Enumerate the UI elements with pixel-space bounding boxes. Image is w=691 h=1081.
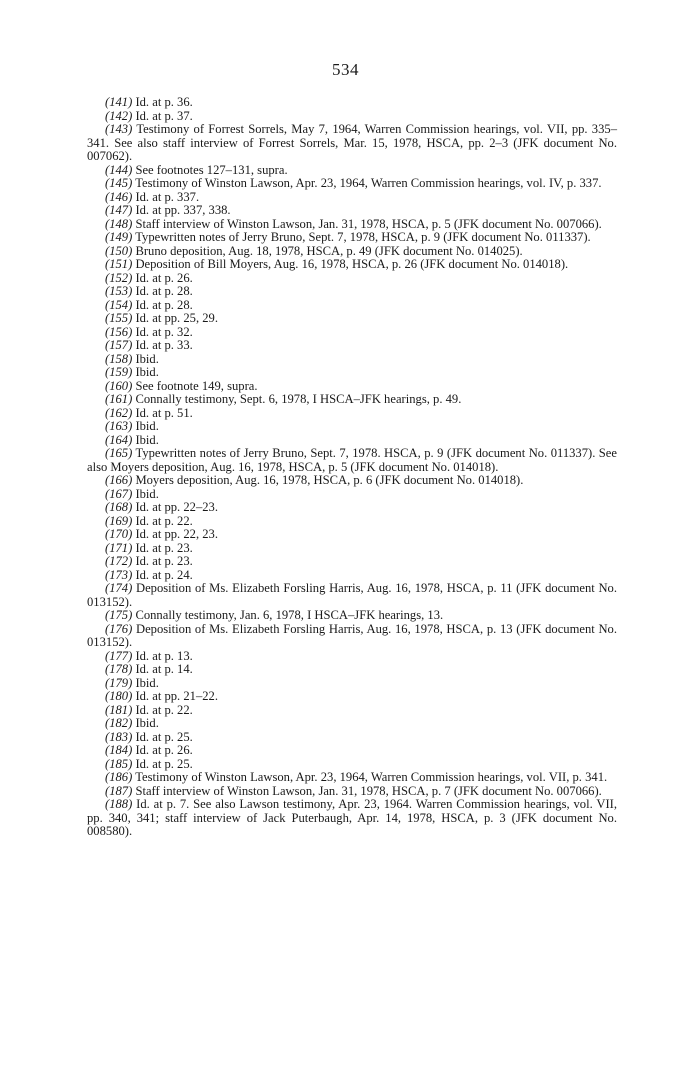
- footnote: [87, 285, 617, 299]
- footnote-number: (164): [105, 432, 133, 447]
- footnote-text: Id. at p. 7. See also Lawson testimony, Apr. 23, 1964. Warren Commission hearings, vol. VII, pp. 340, 341; staff interview of Jack Puterbaugh, Apr. 14, 1978, HSCA, p. 3 (JFK document No. 008580).: [87, 797, 617, 838]
- footnote: [87, 204, 617, 218]
- footnote-text: Ibid.: [135, 486, 159, 501]
- footnote: [87, 231, 617, 245]
- footnote-text: Id. at p. 28.: [135, 284, 193, 298]
- footnote-number: (165): [105, 446, 133, 460]
- footnote: [87, 96, 617, 110]
- footnote-number: (159): [105, 365, 133, 379]
- footnote-text: Ibid.: [135, 432, 159, 447]
- footnote-number: (174): [105, 581, 133, 595]
- footnote: [87, 744, 617, 758]
- footnote-text: Id. at p. 37.: [135, 108, 193, 123]
- footnote-text: Id. at p. 13.: [135, 648, 193, 663]
- footnote: [87, 110, 617, 124]
- footnote-text: Id. at p. 26.: [135, 743, 193, 757]
- footnote: [87, 582, 617, 609]
- footnote-number: (184): [105, 743, 133, 757]
- footnote-number: (186): [105, 770, 133, 784]
- footnote-text: Id. at p. 28.: [135, 297, 193, 312]
- footnote-number: (162): [105, 405, 133, 420]
- footnote: [87, 771, 617, 785]
- footnote-number: (141): [105, 95, 133, 109]
- footnote-text: Deposition of Ms. Elizabeth Forsling Harris, Aug. 16, 1978, HSCA, p. 13 (JFK document No. 013152).: [87, 621, 617, 649]
- footnote: [87, 623, 617, 650]
- footnote-text: Id. at p. 26.: [135, 270, 193, 285]
- footnote: [87, 663, 617, 677]
- footnote: [87, 164, 617, 178]
- footnote-text: Id. at pp. 22, 23.: [135, 527, 218, 541]
- footnote-number: (146): [105, 189, 133, 204]
- footnote-number: (143): [105, 122, 133, 136]
- footnote: [87, 245, 617, 259]
- footnote: [87, 218, 617, 232]
- footnote: [87, 177, 617, 191]
- footnote-text: Deposition of Ms. Elizabeth Forsling Harris, Aug. 16, 1978, HSCA, p. 11 (JFK document No. 013152).: [87, 581, 617, 609]
- footnote-text: Testimony of Winston Lawson, Apr. 23, 1964, Warren Commission hearings, vol. VII, p. 341.: [135, 770, 608, 784]
- footnote-number: (152): [105, 270, 133, 285]
- footnote: [87, 258, 617, 272]
- footnote: [87, 434, 617, 448]
- footnote-number: (149): [105, 230, 133, 244]
- footnote: [87, 555, 617, 569]
- footnote-number: (176): [105, 621, 133, 636]
- footnote-text: Staff interview of Winston Lawson, Jan. 31, 1978, HSCA, p. 5 (JFK document No. 007066).: [135, 216, 602, 231]
- footnote-text: Id. at pp. 337, 338.: [135, 203, 231, 217]
- footnote: [87, 717, 617, 731]
- footnote-number: (167): [105, 486, 133, 501]
- footnote-number: (169): [105, 513, 133, 528]
- footnote-number: (175): [105, 608, 133, 622]
- footnote-number: (147): [105, 203, 133, 217]
- footnote: [87, 758, 617, 772]
- footnote-text: Id. at p. 51.: [135, 405, 193, 420]
- footnote-list: [87, 96, 617, 839]
- footnote: [87, 123, 617, 164]
- footnote-number: (188): [105, 797, 133, 811]
- footnote-text: Id. at p. 22.: [135, 513, 193, 528]
- footnote-text: Id. at pp. 22–23.: [135, 500, 218, 514]
- footnote: [87, 785, 617, 799]
- footnote-number: (171): [105, 540, 133, 555]
- footnote-number: (158): [105, 351, 133, 366]
- footnote-text: Id. at p. 25.: [135, 729, 193, 744]
- footnote-number: (177): [105, 648, 133, 663]
- footnote-text: Ibid.: [135, 365, 159, 379]
- footnote-text: Ibid.: [135, 675, 159, 690]
- footnote: [87, 393, 617, 407]
- footnote-text: Typewritten notes of Jerry Bruno, Sept. 7, 1978. HSCA, p. 9 (JFK document No. 011337). See also Moyers deposition, Aug. 16, 1978, HSCA, p. 5 (JFK document No. 014018).: [87, 446, 617, 474]
- footnote-number: (157): [105, 338, 133, 352]
- footnote: [87, 407, 617, 421]
- footnote-number: (160): [105, 378, 133, 393]
- footnote: [87, 447, 617, 474]
- footnote: [87, 380, 617, 394]
- footnote-text: Id. at p. 14.: [135, 662, 193, 676]
- footnote-number: (185): [105, 756, 133, 771]
- footnote-text: Ibid.: [135, 419, 159, 433]
- footnote-text: Id. at p. 22.: [135, 702, 193, 717]
- footnote: [87, 299, 617, 313]
- footnote-text: Id. at p. 23.: [135, 540, 193, 555]
- footnote: [87, 798, 617, 839]
- footnote-number: (163): [105, 419, 133, 433]
- footnote: [87, 474, 617, 488]
- footnote-number: (144): [105, 162, 133, 177]
- footnote: [87, 312, 617, 326]
- footnote-text: Moyers deposition, Aug. 16, 1978, HSCA, p. 6 (JFK document No. 014018).: [135, 473, 524, 487]
- footnote: [87, 542, 617, 556]
- footnote-number: (151): [105, 257, 133, 271]
- footnote-text: Id. at pp. 21–22.: [135, 689, 218, 703]
- footnote-text: Deposition of Bill Moyers, Aug. 16, 1978, HSCA, p. 26 (JFK document No. 014018).: [135, 257, 569, 271]
- footnote-number: (148): [105, 216, 133, 231]
- footnote-number: (150): [105, 243, 133, 258]
- footnote-number: (180): [105, 689, 133, 703]
- footnote: [87, 366, 617, 380]
- footnote: [87, 488, 617, 502]
- footnote-text: See footnotes 127–131, supra.: [135, 162, 288, 177]
- footnote: [87, 690, 617, 704]
- footnote-text: Connally testimony, Sept. 6, 1978, I HSCA–JFK hearings, p. 49.: [135, 392, 462, 406]
- footnote-number: (182): [105, 716, 133, 730]
- footnote: [87, 191, 617, 205]
- footnote: [87, 731, 617, 745]
- footnote-text: Ibid.: [135, 351, 159, 366]
- footnote: [87, 420, 617, 434]
- footnote: [87, 569, 617, 583]
- footnote-text: Id. at p. 25.: [135, 756, 193, 771]
- footnote-text: Staff interview of Winston Lawson, Jan. 31, 1978, HSCA, p. 7 (JFK document No. 007066).: [135, 783, 602, 798]
- footnote-text: Ibid.: [135, 716, 159, 730]
- footnote-text: Id. at p. 24.: [135, 567, 193, 582]
- footnote-text: Id. at p. 23.: [135, 554, 193, 568]
- footnote: [87, 501, 617, 515]
- footnote: [87, 609, 617, 623]
- footnote-text: See footnote 149, supra.: [135, 378, 258, 393]
- footnote-number: (161): [105, 392, 133, 406]
- footnote-number: (145): [105, 176, 133, 190]
- footnote-number: (173): [105, 567, 133, 582]
- footnote-number: (178): [105, 662, 133, 676]
- footnote-text: Id. at pp. 25, 29.: [135, 311, 218, 325]
- footnote-number: (187): [105, 783, 133, 798]
- footnote: [87, 326, 617, 340]
- footnote-number: (155): [105, 311, 133, 325]
- footnote: [87, 677, 617, 691]
- footnote-number: (181): [105, 702, 133, 717]
- footnote: [87, 339, 617, 353]
- footnote-number: (170): [105, 527, 133, 541]
- footnote-text: Id. at p. 337.: [135, 189, 200, 204]
- footnote-number: (156): [105, 324, 133, 339]
- footnote-text: Typewritten notes of Jerry Bruno, Sept. 7, 1978, HSCA, p. 9 (JFK document No. 011337).: [135, 230, 591, 244]
- footnote-text: Connally testimony, Jan. 6, 1978, I HSCA–JFK hearings, 13.: [135, 608, 444, 622]
- footnote-number: (172): [105, 554, 133, 568]
- footnote-number: (179): [105, 675, 133, 690]
- page-number: 534: [332, 60, 359, 79]
- footnote-number: (168): [105, 500, 133, 514]
- footnote: [87, 704, 617, 718]
- footnote: [87, 528, 617, 542]
- footnote: [87, 515, 617, 529]
- footnote-number: (142): [105, 108, 133, 123]
- footnote: [87, 353, 617, 367]
- footnote-number: (154): [105, 297, 133, 312]
- footnote-number: (153): [105, 284, 133, 298]
- footnote-text: Bruno deposition, Aug. 18, 1978, HSCA, p. 49 (JFK document No. 014025).: [135, 243, 523, 258]
- footnote: [87, 650, 617, 664]
- footnote-number: (166): [105, 473, 133, 487]
- footnote-text: Id. at p. 33.: [135, 338, 193, 352]
- footnote-text: Id. at p. 32.: [135, 324, 193, 339]
- footnote: [87, 272, 617, 286]
- footnote-number: (183): [105, 729, 133, 744]
- footnote-text: Testimony of Winston Lawson, Apr. 23, 1964, Warren Commission hearings, vol. IV, p. 337.: [135, 176, 602, 190]
- footnote-text: Testimony of Forrest Sorrels, May 7, 1964, Warren Commission hearings, vol. VII, pp. 335–341. See also staff interview of Forrest Sorrels, Mar. 15, 1978, HSCA, pp. 2–3 (JFK document No. 007062).: [87, 122, 617, 163]
- footnote-text: Id. at p. 36.: [135, 95, 193, 109]
